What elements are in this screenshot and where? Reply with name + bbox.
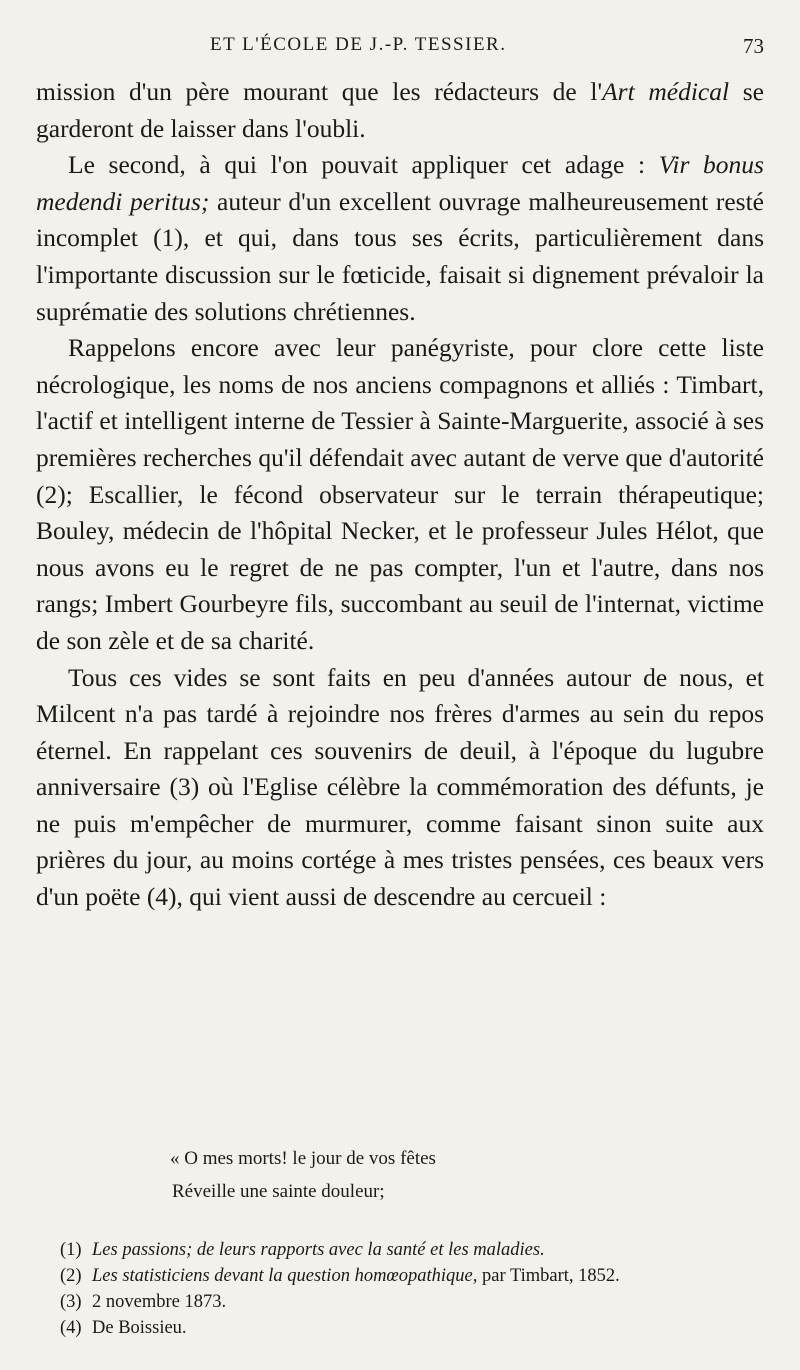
footnote-text: Les passions; de leurs rapports avec la santé et les maladies.: [92, 1240, 545, 1260]
footnotes: [60, 1237, 780, 1341]
footnote-suffix: par Timbart, 1852.: [477, 1266, 620, 1286]
text-run: auteur d'un excellent ouvrage malheureusement resté incomplet (1), et qui, dans tous ses écrits, particulièrement dans l'importante discussion sur le fœticide, faisait si dignement prévaloir la suprématie des solutions chrétiennes.: [36, 186, 764, 326]
italic-text-run: Art médical: [602, 77, 730, 106]
running-title: ET L'ÉCOLE DE J.-P. TESSIER.: [210, 34, 507, 55]
text-run: Tous ces vides se sont faits en peu d'années autour de nous, et Milcent n'a pas tardé à rejoindre nos frères d'armes au sein du repos éternel. En rappelant ces souvenirs de deuil, à l'époque du lugubre anniversaire (3) où l'Eglise célèbre la commémoration des défunts, je ne puis m'empêcher de murmurer, comme faisant sinon suite aux prières du jour, au moins cortége à mes tristes pensées, ces beaux vers d'un poëte (4), qui vient aussi de descendre au cercueil :: [36, 662, 764, 912]
footnote-mark: (1): [60, 1240, 82, 1260]
footnote: [60, 1315, 780, 1341]
text-run: se garderont de laisser dans l'oubli.: [36, 77, 764, 143]
verse-line: « O mes morts! le jour de vos fêtes: [170, 1148, 436, 1169]
running-head: [0, 34, 800, 64]
text-run: mission d'un père mourant que les rédacteurs de l': [36, 77, 603, 106]
footnote: [60, 1237, 780, 1263]
footnote-text: De Boissieu.: [92, 1318, 187, 1338]
paragraph: [36, 330, 764, 659]
footnote: [60, 1289, 780, 1315]
verse-quotation: [170, 1142, 670, 1208]
body-text: [36, 74, 764, 916]
footnote-mark: (2): [60, 1266, 82, 1286]
paragraph: [36, 147, 764, 330]
footnote-text: Les statisticiens devant la question homœopathique,: [92, 1266, 478, 1286]
paragraph: [36, 74, 764, 147]
footnote-mark: (3): [60, 1292, 82, 1312]
footnote-mark: (4): [60, 1318, 82, 1338]
footnote: [60, 1263, 780, 1289]
verse-line: Réveille une sainte douleur;: [172, 1181, 385, 1202]
paragraph: [36, 660, 764, 916]
page-number: 73: [743, 34, 764, 58]
italic-text-run: Vir bonus medendi peritus;: [36, 150, 764, 216]
text-run: Le second, à qui l'on pouvait appliquer cet adage :: [68, 150, 659, 180]
footnote-text: 2 novembre 1873.: [92, 1292, 227, 1312]
text-run: Rappelons encore avec leur panégyriste, pour clore cette liste nécrologique, les noms de nos anciens compagnons et alliés : Timbart, l'actif et intelligent interne de Tessier à Sainte-Marguerite, associé à ses premières recherches qu'il défendait avec autant de verve que d'autorité (2); Escallier, le fécond observateur sur le terrain thérapeutique; Bouley, médecin de l'hôpital Necker, et le professeur Jules Hélot, que nous avons eu le regret de ne pas compter, l'un et l'autre, dans nos rangs; Imbert Gourbeyre fils, succombant au seuil de l'internat, victime de son zèle et de sa charité.: [36, 333, 764, 655]
